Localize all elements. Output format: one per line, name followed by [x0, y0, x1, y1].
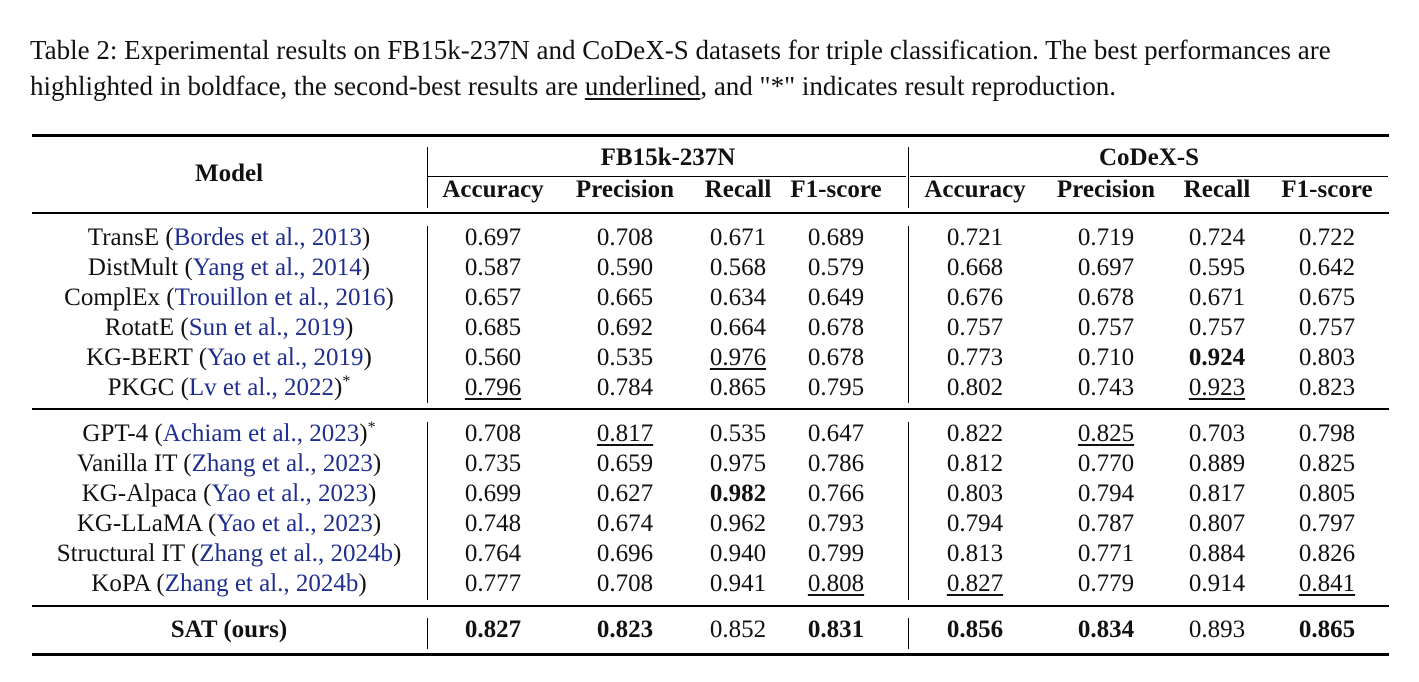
value-cell: 0.735	[464, 450, 522, 477]
model-name-cell: DistMult (Yang et al., 2014)	[87, 254, 371, 281]
value-cell: 0.708	[464, 420, 522, 447]
value-cell: 0.671	[709, 224, 767, 251]
column-separator	[908, 147, 909, 208]
value-cell: 0.786	[807, 450, 865, 477]
value-cell: 0.685	[464, 314, 522, 341]
value-cell: 0.865	[1298, 616, 1356, 643]
value-cell: 0.823	[1298, 374, 1356, 401]
value-cell: 0.827	[464, 616, 522, 643]
value-cell: 0.784	[596, 374, 654, 401]
column-separator	[908, 422, 909, 600]
value-cell: 0.975	[709, 450, 767, 477]
metric-header-precision: Precision	[1056, 176, 1156, 203]
value-cell: 0.799	[807, 540, 865, 567]
model-name: KG-LLaMA	[76, 510, 202, 537]
value-cell: 0.787	[1077, 510, 1135, 537]
value-cell: 0.827	[946, 570, 1004, 597]
model-name: ComplEx	[64, 284, 161, 311]
citation-link[interactable]: Trouillon et al., 2016	[174, 284, 386, 311]
value-cell: 0.794	[1077, 480, 1135, 507]
model-name: KG-BERT	[86, 344, 193, 371]
value-cell: 0.773	[946, 344, 1004, 371]
value-cell: 0.766	[807, 480, 865, 507]
value-cell: 0.823	[596, 616, 654, 643]
value-cell: 0.665	[596, 284, 654, 311]
value-cell: 0.865	[709, 374, 767, 401]
model-name: SAT (ours)	[170, 616, 288, 643]
citation-link[interactable]: Zhang et al., 2024b	[164, 570, 359, 597]
value-cell: 0.671	[1188, 284, 1246, 311]
value-cell: 0.675	[1298, 284, 1356, 311]
value-cell: 0.708	[596, 570, 654, 597]
citation-link[interactable]: Zhang et al., 2024b	[199, 540, 393, 567]
value-cell: 0.568	[709, 254, 767, 281]
citation-link[interactable]: Yang et al., 2014	[192, 254, 362, 281]
value-cell: 0.719	[1077, 224, 1135, 251]
citation-link[interactable]: Yao et al., 2023	[211, 480, 368, 507]
value-cell: 0.856	[946, 616, 1004, 643]
value-cell: 0.674	[596, 510, 654, 537]
table-bottom-rule	[32, 653, 1389, 656]
value-cell: 0.924	[1188, 344, 1246, 371]
group-header-codex: CoDeX-S	[1099, 144, 1199, 171]
value-cell: 0.834	[1077, 616, 1135, 643]
value-cell: 0.721	[946, 224, 1004, 251]
value-cell: 0.587	[464, 254, 522, 281]
value-cell: 0.678	[1077, 284, 1135, 311]
model-name-cell: PKGC (Lv et al., 2022)*	[107, 373, 351, 401]
value-cell: 0.794	[946, 510, 1004, 537]
value-cell: 0.757	[1298, 314, 1356, 341]
value-cell: 0.535	[596, 344, 654, 371]
value-cell: 0.748	[464, 510, 522, 537]
value-cell: 0.722	[1298, 224, 1356, 251]
value-cell: 0.884	[1188, 540, 1246, 567]
value-cell: 0.817	[596, 420, 654, 447]
citation-link[interactable]: Sun et al., 2019	[188, 314, 345, 341]
citation-link[interactable]: Bordes et al., 2013	[173, 224, 362, 251]
value-cell: 0.699	[464, 480, 522, 507]
value-cell: 0.634	[709, 284, 767, 311]
value-cell: 0.797	[1298, 510, 1356, 537]
model-header: Model	[194, 160, 264, 187]
metric-header-precision: Precision	[575, 176, 675, 203]
value-cell: 0.579	[807, 254, 865, 281]
value-cell: 0.642	[1298, 254, 1356, 281]
model-name: GPT-4	[82, 420, 149, 447]
value-cell: 0.697	[464, 224, 522, 251]
value-cell: 0.803	[946, 480, 1004, 507]
value-cell: 0.796	[464, 374, 522, 401]
model-name-cell: KG-Alpaca (Yao et al., 2023)	[81, 480, 377, 507]
citation-link[interactable]: Yao et al., 2019	[207, 344, 364, 371]
value-cell: 0.831	[807, 616, 865, 643]
model-name: DistMult	[87, 254, 179, 281]
value-cell: 0.852	[709, 616, 767, 643]
model-name-cell: RotatE (Sun et al., 2019)	[104, 314, 354, 341]
value-cell: 0.889	[1188, 450, 1246, 477]
column-separator	[427, 147, 428, 208]
value-cell: 0.808	[807, 570, 865, 597]
value-cell: 0.664	[709, 314, 767, 341]
table-block-rule	[32, 605, 1389, 607]
group-header-fb15k: FB15k-237N	[600, 144, 736, 171]
caption-suffix: , and "*" indicates result reproduction.	[700, 71, 1116, 101]
table-caption	[30, 32, 1395, 104]
value-cell: 0.770	[1077, 450, 1135, 477]
value-cell: 0.914	[1188, 570, 1246, 597]
metric-header-recall: Recall	[1183, 176, 1251, 203]
value-cell: 0.923	[1188, 374, 1246, 401]
metric-header-accuracy: Accuracy	[442, 176, 544, 203]
value-cell: 0.803	[1298, 344, 1356, 371]
model-name: TransE	[87, 224, 160, 251]
column-separator	[427, 226, 428, 403]
value-cell: 0.678	[807, 344, 865, 371]
metric-header-recall: Recall	[704, 176, 772, 203]
value-cell: 0.940	[709, 540, 767, 567]
value-cell: 0.659	[596, 450, 654, 477]
model-name-cell: GPT-4 (Achiam et al., 2023)*	[82, 419, 376, 447]
value-cell: 0.757	[1188, 314, 1246, 341]
table-top-rule	[32, 134, 1389, 137]
value-cell: 0.822	[946, 420, 1004, 447]
value-cell: 0.692	[596, 314, 654, 341]
table-header-rule	[32, 212, 1389, 214]
model-name: RotatE	[104, 314, 175, 341]
model-name-cell: KoPA (Zhang et al., 2024b)	[91, 570, 367, 597]
value-cell: 0.817	[1188, 480, 1246, 507]
model-name-cell: TransE (Bordes et al., 2013)	[87, 224, 371, 251]
model-name-cell: ComplEx (Trouillon et al., 2016)	[64, 284, 394, 311]
value-cell: 0.676	[946, 284, 1004, 311]
model-name-cell: Vanilla IT (Zhang et al., 2023)	[76, 450, 382, 477]
reproduction-marker: *	[367, 419, 376, 436]
metric-header-f1-score: F1-score	[1281, 176, 1373, 203]
value-cell: 0.743	[1077, 374, 1135, 401]
value-cell: 0.595	[1188, 254, 1246, 281]
value-cell: 0.825	[1077, 420, 1135, 447]
model-name-cell: KG-BERT (Yao et al., 2019)	[86, 344, 372, 371]
metric-header-f1-score: F1-score	[790, 176, 882, 203]
value-cell: 0.802	[946, 374, 1004, 401]
reproduction-marker: *	[342, 373, 351, 390]
value-cell: 0.805	[1298, 480, 1356, 507]
value-cell: 0.779	[1077, 570, 1135, 597]
column-separator	[908, 226, 909, 403]
value-cell: 0.689	[807, 224, 865, 251]
model-name-cell	[171, 615, 287, 645]
model-name-cell: KG-LLaMA (Yao et al., 2023)	[76, 510, 382, 537]
value-cell: 0.813	[946, 540, 1004, 567]
value-cell: 0.764	[464, 540, 522, 567]
value-cell: 0.826	[1298, 540, 1356, 567]
value-cell: 0.697	[1077, 254, 1135, 281]
column-separator	[427, 618, 428, 649]
metric-header-accuracy: Accuracy	[924, 176, 1026, 203]
model-name: Vanilla IT	[76, 450, 178, 477]
model-name: Structural IT	[56, 540, 185, 567]
value-cell: 0.668	[946, 254, 1004, 281]
value-cell: 0.941	[709, 570, 767, 597]
value-cell: 0.657	[464, 284, 522, 311]
value-cell: 0.771	[1077, 540, 1135, 567]
citation-link[interactable]: Achiam et al., 2023	[162, 420, 360, 447]
value-cell: 0.647	[807, 420, 865, 447]
value-cell: 0.535	[709, 420, 767, 447]
value-cell: 0.793	[807, 510, 865, 537]
value-cell: 0.962	[709, 510, 767, 537]
value-cell: 0.982	[709, 480, 767, 507]
caption-prefix: Table 2: Experimental results on FB15k-237N and CoDeX-S datasets for triple classification. The best performances are highlighted in boldface, the second-best results are	[30, 35, 1331, 101]
model-name: PKGC	[107, 374, 175, 401]
value-cell: 0.893	[1188, 616, 1246, 643]
value-cell: 0.710	[1077, 344, 1135, 371]
column-separator	[908, 618, 909, 649]
value-cell: 0.724	[1188, 224, 1246, 251]
value-cell: 0.757	[946, 314, 1004, 341]
table-block-rule	[32, 408, 1389, 410]
model-name: KG-Alpaca	[81, 480, 197, 507]
value-cell: 0.703	[1188, 420, 1246, 447]
model-name-cell: Structural IT (Zhang et al., 2024b)	[56, 540, 402, 567]
value-cell: 0.841	[1298, 570, 1356, 597]
value-cell: 0.696	[596, 540, 654, 567]
value-cell: 0.708	[596, 224, 654, 251]
value-cell: 0.795	[807, 374, 865, 401]
value-cell: 0.777	[464, 570, 522, 597]
value-cell: 0.812	[946, 450, 1004, 477]
value-cell: 0.678	[807, 314, 865, 341]
citation-link[interactable]: Yao et al., 2023	[216, 510, 373, 537]
value-cell: 0.590	[596, 254, 654, 281]
caption-underlined-word: underlined	[584, 71, 701, 101]
value-cell: 0.627	[596, 480, 654, 507]
model-name: KoPA	[91, 570, 151, 597]
value-cell: 0.649	[807, 284, 865, 311]
citation-link[interactable]: Lv et al., 2022	[188, 374, 335, 401]
value-cell: 0.807	[1188, 510, 1246, 537]
value-cell: 0.976	[709, 344, 767, 371]
value-cell: 0.560	[464, 344, 522, 371]
value-cell: 0.757	[1077, 314, 1135, 341]
column-separator	[427, 422, 428, 600]
citation-link[interactable]: Zhang et al., 2023	[191, 450, 373, 477]
value-cell: 0.825	[1298, 450, 1356, 477]
value-cell: 0.798	[1298, 420, 1356, 447]
